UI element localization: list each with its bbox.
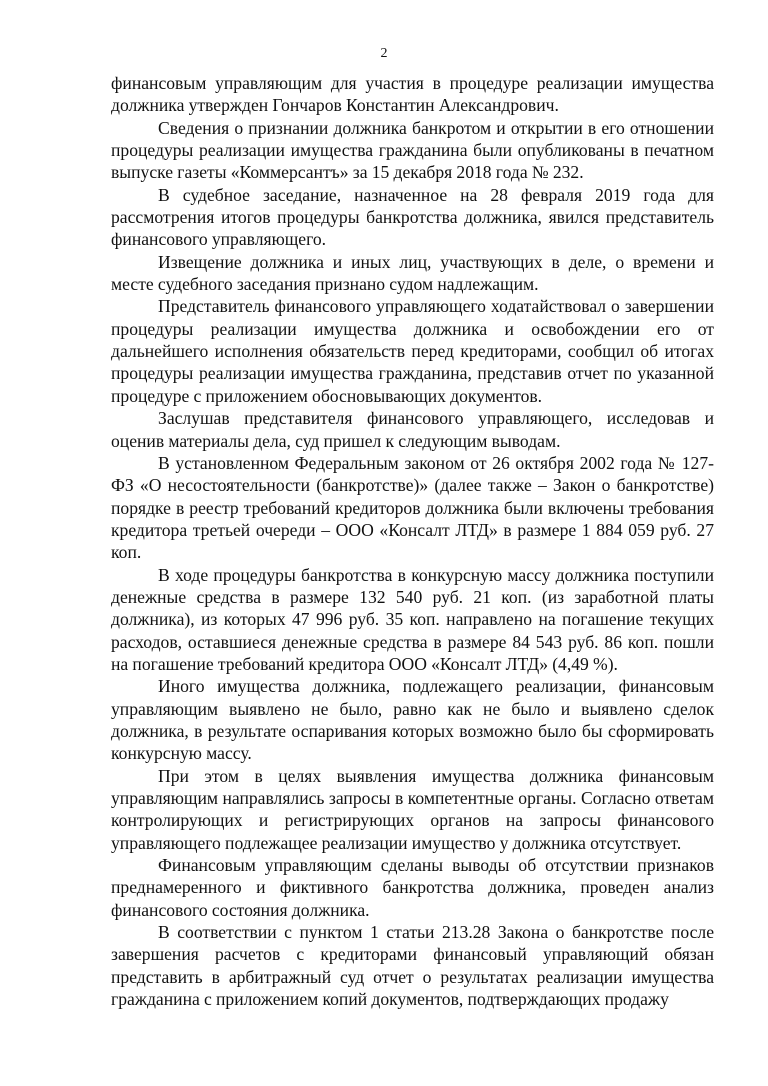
- document-body: [111, 72, 714, 1010]
- paragraph-requests: При этом в целях выявления имущества должника финансовым управляющим направлялись запросы в компетентные органы. Согласно ответам контролирующих и регистрирующих органов на запросы финансового управляющего подлежащее реализации имущество у должника отсутствует.: [111, 765, 714, 853]
- paragraph-continuation: финансовым управляющим для участия в процедуре реализации имущества должника утвержден Гончаров Константин Александрович.: [111, 73, 714, 116]
- paragraph-petition: Представитель финансового управляющего ходатайствовал о завершении процедуры реализации имущества должника и освобождении его от дальнейшего исполнения обязательств перед кредиторами, сообщил об итогах процедуры реализации имущества гражданина, представив отчет по указанной процедуре с приложением обосновывающих документов.: [111, 296, 714, 406]
- page-number: 2: [380, 46, 388, 61]
- paragraph-publication: Сведения о признании должника банкротом и открытии в его отношении процедуры реализации имущества гражданина были опубликованы в печатном выпуске газеты «Коммерсантъ» за 15 декабря 2018 года № 232.: [111, 117, 714, 183]
- paragraph-analysis: Финансовым управляющим сделаны выводы об отсутствии признаков преднамеренного и фиктивного банкротства должника, проведен анализ финансового состояния должника.: [111, 855, 714, 920]
- paragraph-hearing: В судебное заседание, назначенное на 28 февраля 2019 года для рассмотрения итогов процедуры банкротства должника, явился представитель финансового управляющего.: [111, 184, 714, 250]
- paragraph-conclusions: Заслушав представителя финансового управляющего, исследовав и оценив материалы дела, суд пришел к следующим выводам.: [111, 408, 714, 451]
- paragraph-no-property: Иного имущества должника, подлежащего реализации, финансовым управляющим выявлено не было, равно как не было и выявлено сделок должника, в результате оспаривания которых возможно было бы сформировать конкурсную массу.: [111, 676, 714, 764]
- paragraph-legal-basis: В соответствии с пунктом 1 статьи 213.28 Закона о банкротстве после завершения расчетов с кредиторами финансовый управляющий обязан представить в арбитражный суд отчет о результатах реализации имущества гражданина с приложением копий документов, подтверждающих продажу: [111, 922, 714, 1010]
- paragraph-bankruptcy-estate: В ходе процедуры банкротства в конкурсную массу должника поступили денежные средства в размере 132 540 руб. 21 коп. (из заработной платы должника), из которых 47 996 руб. 35 коп. направлено на погашение текущих расходов, оставшиеся денежные средства в размере 84 543 руб. 86 коп. пошли на погашение требований кредитора ООО «Консалт ЛТД» (4,49 %).: [111, 564, 714, 674]
- paragraph-notice: Извещение должника и иных лиц, участвующих в деле, о времени и месте судебного заседания признано судом надлежащим.: [111, 251, 714, 295]
- paragraph-creditor-register: В установленном Федеральным законом от 26 октября 2002 года № 127-ФЗ «О несостоятельности (банкротстве)» (далее также – Закон о банкротстве) порядке в реестр требований кредиторов должника были включены требования кредитора третьей очереди – ООО «Консалт ЛТД» в размере 1 884 059 руб. 27 коп.: [111, 452, 714, 563]
